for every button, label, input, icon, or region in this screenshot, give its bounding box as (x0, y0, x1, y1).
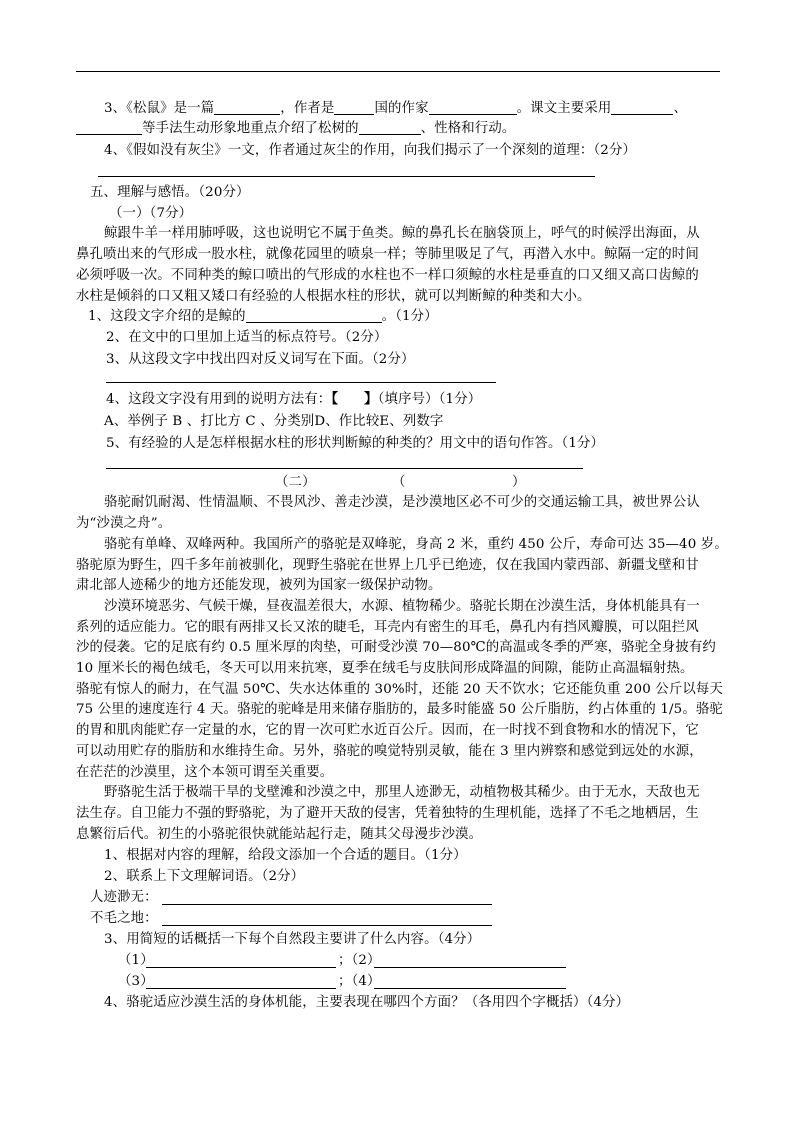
p1-q3-answer-line[interactable] (106, 382, 496, 383)
passage2-line: 10 厘米长的褐色绒毛，冬天可以用来抗寒，夏季在绒毛与皮肤间形成降温的间隙，能防止高温辐射热。 (76, 661, 694, 676)
section5-heading: 五、理解与感悟。（20分） (90, 185, 250, 200)
p2-q4: 4、骆驼适应沙漠生活的身体机能，主要表现在哪四个方面？（各用四个字概括）（4分） (104, 995, 630, 1010)
p1-q5: 5、有经验的人是怎样根据水柱的形状判断鲸的种类的？用文中的语句作答。（1分） (106, 436, 605, 451)
blank[interactable] (359, 120, 421, 135)
part1-heading: （一）（7分） (109, 206, 193, 221)
p2-q2-term2: 不毛之地： (90, 911, 158, 926)
passage2-line: 骆驼原为野生，四千多年前被驯化，现野生骆驼在世界上几乎已绝迹，仅在我国内蒙西部、新疆戈壁和甘 (76, 558, 699, 573)
p2-q3-item4-label: ；（4） (338, 974, 381, 989)
passage2-line: 为“沙漠之舟”。 (76, 516, 172, 531)
title-paren-open: （ (392, 475, 406, 490)
blank[interactable] (246, 308, 382, 323)
passage2-line: 75 公里的速度连行 4 天。骆驼的驼峰是用来储存脂肪的，最多时能盛 50 公斤脂肪，约占体重的 1/5。骆驼 (76, 702, 723, 717)
p1-q2: 2、在文中的口里加上适当的标点符号。（2分） (106, 330, 388, 345)
p2-q2: 2、联系上下文理解词语。（2分） (104, 869, 305, 884)
q4-answer-line[interactable] (98, 176, 595, 177)
q3-line1: 3、《松鼠》是一篇 ，作者是 国的作家 。课文主要采用 、 (104, 101, 687, 116)
passage2-line: 息繁衍后代。初生的小骆驼很快就能站起行走，随其父母漫步沙漠。 (76, 827, 483, 842)
p2-q3-item2-label: ；（2） (338, 953, 381, 968)
q4-text: 4、《假如没有灰尘》一文，作者通过灰尘的作用，向我们揭示了一个深刻的道理：（2分） (104, 143, 637, 158)
passage2-line: 骆驼有单峰、双峰两种。我国所产的骆驼是双峰驼，身高 2 米，重约 450 公斤，寿命可达 35—40 岁。 (104, 537, 728, 552)
passage2-line: 系列的适应能力。它的眼有两排又长又浓的睫毛，耳壳内有密生的耳毛，鼻孔内有挡风瓣膜，可以阻拦风 (76, 620, 699, 635)
header-rule (76, 71, 720, 72)
title-paren-close: ） (512, 475, 526, 490)
blank[interactable] (214, 100, 280, 115)
passage2-line: 法生存。自卫能力不强的野骆驼，为了避开天敌的侵害，凭着独特的生理机能，选择了不毛之地栖居，生 (76, 806, 699, 821)
p1-q4-options: A、举例子 B 、打比方 C 、分类别D、作比较E、列数字 (104, 414, 444, 429)
passage2-line: 肃北部人迹稀少的地方还能发现，被列为国家一级保护动物。 (76, 578, 442, 593)
item4-answer-line[interactable] (374, 988, 566, 989)
blank[interactable] (334, 100, 374, 115)
passage1-line: 鼻孔喷出来的气形成一股水柱，就像花园里的喷泉一样；等肺里吸足了气，再潜入水中。鲸隔一定的时间 (76, 247, 699, 262)
item2-answer-line[interactable] (374, 967, 566, 968)
p2-q1: 1、根据对内容的理解，给段文添加一个合适的题目。（1分） (104, 848, 467, 863)
passage2-line: 沙的侵袭。它的足底有约 0.5 厘米厚的肉垫，可耐受沙漠 70—80℃的高温或冬季的严寒，骆驼全身披有约 (76, 640, 716, 655)
q3-line2: 等手法生动形象地重点介绍了松树的 、性格和行动。 (76, 119, 515, 138)
blank[interactable] (429, 100, 517, 115)
p1-q3: 3、从这段文字中找出四对反义词写在下面。（2分） (106, 352, 415, 367)
part2-heading: （二） (275, 475, 316, 490)
passage2-line: 野骆驼生活于极端干旱的戈壁滩和沙漠之中，那里人迹渺无，动植物极其稀少。由于无水，天敌也无 (104, 785, 700, 800)
passage2-line: 在茫茫的沙漠里，这个本领可谓至关重要。 (76, 765, 334, 780)
passage1-line: 鲸跟牛羊一样用肺呼吸，这也说明它不属于鱼类。鲸的鼻孔长在脑袋顶上，呼气的时候浮出海面，从 (104, 226, 700, 241)
p1-q5-answer-line[interactable] (106, 468, 583, 469)
p2-q3: 3、用简短的话概括一下每个自然段主要讲了什么内容。（4分） (104, 932, 481, 947)
p2-q3-item3-label: （3） (118, 974, 154, 989)
term1-answer-line[interactable] (162, 904, 492, 905)
passage1-line: 水柱是倾斜的口又粗又矮口有经验的人根据水柱的形状，就可以判断鲸的种类和大小。 (76, 289, 591, 304)
blank[interactable] (76, 120, 142, 135)
p1-q1: 1、这段文字介绍的是鲸的 。（1分） (88, 309, 438, 324)
p2-q3-item1-label: （1） (118, 953, 154, 968)
passage2-line: 骆驼有惊人的耐力，在气温 50℃、失水达体重的 30%时，还能 20 天不饮水；它还能负重 200 公斤以每天 (76, 682, 724, 697)
passage1-line: 必须呼吸一次。不同种类的鲸口喷出的气形成的水柱也不一样口须鲸的水柱是垂直的口又细又高口齿鲸的 (76, 268, 699, 283)
blank[interactable] (611, 100, 673, 115)
p2-q2-term1: 人迹渺无： (90, 890, 158, 905)
item1-answer-line[interactable] (146, 967, 336, 968)
term2-answer-line[interactable] (162, 925, 492, 926)
passage2-line: 骆驼耐饥耐渴、性情温顺、不畏风沙、善走沙漠，是沙漠地区必不可少的交通运输工具，被世界公认 (104, 495, 700, 510)
passage2-line: 的胃和肌肉能贮存一定量的水，它的胃一次可贮水近百公斤。因而，在一时找不到食物和水的情况下，它 (76, 723, 699, 738)
passage2-line: 可以动用贮存的脂肪和水维持生命。另外，骆驼的嗅觉特别灵敏，能在 3 里内辨察和感觉到远处的水源， (76, 744, 703, 759)
item3-answer-line[interactable] (146, 988, 336, 989)
p1-q4: 4、这段文字没有用到的说明方法有：【 】（填序号）（1分） (106, 391, 482, 407)
passage2-line: 沙漠环境恶劣、气候干燥，昼夜温差很大，水源、植物稀少。骆驼长期在沙漠生活，身体机能具有一 (104, 599, 700, 614)
